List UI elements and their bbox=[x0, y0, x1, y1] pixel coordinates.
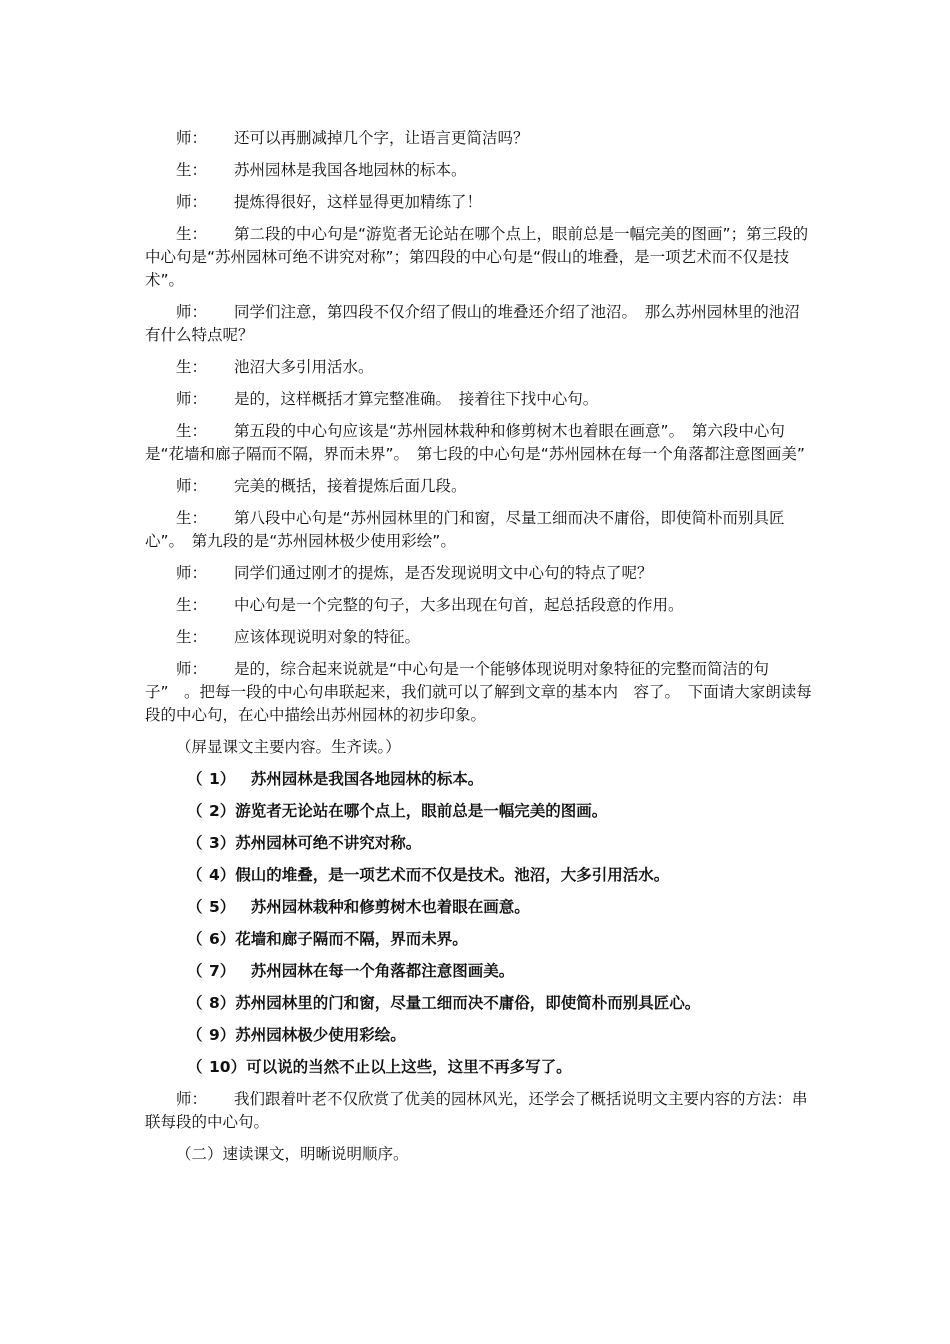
list-text: 苏州园林栽种和修剪树木也着眼在画意。 bbox=[235, 898, 530, 916]
speaker-label: 师： bbox=[176, 1090, 208, 1108]
dialogue-text: 是的，这样概括才算完整准确。 接着往下找中心句。 bbox=[234, 390, 599, 408]
dialogue-line bbox=[145, 388, 815, 411]
speaker-label: 生： bbox=[176, 509, 208, 527]
screen-note: （屏显课文主要内容。生齐读。） bbox=[176, 738, 401, 756]
list-item: （ 9）苏州园林极少使用彩绘。 bbox=[145, 1024, 815, 1047]
dialogue-line bbox=[145, 507, 815, 553]
list-text: 花墙和廊子隔而不隔，界而未界。 bbox=[235, 930, 468, 948]
dialogue-line bbox=[145, 159, 815, 182]
dialogue-line bbox=[145, 420, 815, 466]
dialogue-text: 第八段中心句是“苏州园林里的门和窗，尽量工细而决不庸俗，即使简朴而别具匠心”。 第九段的是“苏州园林极少使用彩绘”。 bbox=[145, 509, 785, 550]
list-number: 7） bbox=[209, 962, 236, 980]
list-text: 苏州园林在每一个角落都注意图画美。 bbox=[235, 962, 515, 980]
summary-list bbox=[145, 768, 815, 1079]
list-text: 假山的堆叠，是一项艺术而不仅是技术。池沼，大多引用活水。 bbox=[235, 866, 670, 884]
dialogue-text: 第二段的中心句是“游览者无论站在哪个点上，眼前总是一幅完美的图画”；第三段的中心句是“苏州园林可绝不讲究对称”；第四段的中心句是“假山的堆叠，是一项艺术而不仅是技术”。 bbox=[145, 225, 809, 289]
speaker-label: 师： bbox=[176, 477, 208, 495]
list-text: 苏州园林可绝不讲究对称。 bbox=[235, 834, 422, 852]
list-item: （ 3）苏州园林可绝不讲究对称。 bbox=[145, 832, 815, 855]
dialogue-text: 提炼得很好，这样显得更加精练了！ bbox=[234, 193, 483, 211]
document-body bbox=[145, 127, 815, 1175]
list-number: 8） bbox=[209, 994, 236, 1012]
dialogue-text: 还可以再删减掉几个字，让语言更简洁吗？ bbox=[234, 129, 529, 147]
dialogue-line bbox=[145, 658, 815, 727]
speaker-label: 生： bbox=[176, 225, 208, 243]
list-number: 6） bbox=[209, 930, 236, 948]
list-item: （ 6）花墙和廊子隔而不隔，界而未界。 bbox=[145, 928, 815, 951]
speaker-label: 生： bbox=[176, 422, 208, 440]
speaker-label: 生： bbox=[176, 161, 208, 179]
list-number: 3） bbox=[209, 834, 236, 852]
dialogue-text: 同学们通过刚才的提炼，是否发现说明文中心句的特点了呢？ bbox=[234, 564, 653, 582]
dialogue-text: 苏州园林是我国各地园林的标本。 bbox=[234, 161, 467, 179]
dialogue-text: 是的，综合起来说就是“中心句是一个能够体现说明对象特征的完整而简洁的句子” 。把每一段的中心句串联起来，我们就可以了解到文章的基本内 容了。 下面请大家朗读每段的中心句，在心中描绘出苏州园林的初步印象。 bbox=[145, 660, 812, 724]
dialogue-section bbox=[145, 127, 815, 727]
dialogue-line bbox=[145, 301, 815, 347]
dialogue-line bbox=[145, 562, 815, 585]
list-item: （ 8）苏州园林里的门和窗，尽量工细而决不庸俗，即使简朴而别具匠心。 bbox=[145, 992, 815, 1015]
list-text: 苏州园林极少使用彩绘。 bbox=[235, 1026, 406, 1044]
dialogue-line bbox=[145, 191, 815, 214]
list-text: 苏州园林里的门和窗，尽量工细而决不庸俗，即使简朴而别具匠心。 bbox=[235, 994, 701, 1012]
speaker-label: 生： bbox=[176, 628, 208, 646]
list-item: （ 7） 苏州园林在每一个角落都注意图画美。 bbox=[145, 960, 815, 983]
dialogue-line bbox=[145, 626, 815, 649]
speaker-label: 师： bbox=[176, 564, 208, 582]
speaker-label: 生： bbox=[176, 358, 208, 376]
list-number: 4） bbox=[209, 866, 236, 884]
list-item: （ 4）假山的堆叠，是一项艺术而不仅是技术。池沼，大多引用活水。 bbox=[145, 864, 815, 887]
list-text: 游览者无论站在哪个点上，眼前总是一幅完美的图画。 bbox=[235, 802, 608, 820]
speaker-label: 师： bbox=[176, 129, 208, 147]
dialogue-text: 应该体现说明对象的特征。 bbox=[234, 628, 421, 646]
speaker-label: 师： bbox=[176, 193, 208, 211]
dialogue-line bbox=[145, 594, 815, 617]
list-number: 9） bbox=[209, 1026, 236, 1044]
speaker-label: 师： bbox=[176, 390, 208, 408]
section-heading: （二）速读课文，明晰说明顺序。 bbox=[176, 1145, 409, 1163]
list-number: 10） bbox=[209, 1058, 247, 1076]
list-item: （ 2）游览者无论站在哪个点上，眼前总是一幅完美的图画。 bbox=[145, 800, 815, 823]
dialogue-line bbox=[145, 356, 815, 379]
speaker-label: 师： bbox=[176, 660, 208, 678]
list-item: （ 5） 苏州园林栽种和修剪树木也着眼在画意。 bbox=[145, 896, 815, 919]
list-number: 1） bbox=[209, 770, 236, 788]
list-text: 苏州园林是我国各地园林的标本。 bbox=[235, 770, 484, 788]
dialogue-text: 池沼大多引用活水。 bbox=[234, 358, 374, 376]
dialogue-text: 中心句是一个完整的句子，大多出现在句首，起总括段意的作用。 bbox=[234, 596, 684, 614]
list-number: 2） bbox=[209, 802, 236, 820]
list-item: （ 10）可以说的当然不止以上这些，这里不再多写了。 bbox=[145, 1056, 815, 1079]
dialogue-line bbox=[145, 223, 815, 292]
speaker-label: 生： bbox=[176, 596, 208, 614]
dialogue-line bbox=[145, 127, 815, 150]
dialogue-text: 完美的概括，接着提炼后面几段。 bbox=[234, 477, 467, 495]
speaker-label: 师： bbox=[176, 303, 208, 321]
dialogue-line bbox=[145, 475, 815, 498]
dialogue-text: 同学们注意，第四段不仅介绍了假山的堆叠还介绍了池沼。 那么苏州园林里的池沼有什么特点呢？ bbox=[145, 303, 800, 344]
closing-text: 我们跟着叶老不仅欣赏了优美的园林风光，还学会了概括说明文主要内容的方法：串联每段的中心句。 bbox=[145, 1090, 808, 1131]
closing-line bbox=[145, 1088, 815, 1134]
list-number: 5） bbox=[209, 898, 236, 916]
list-text: 可以说的当然不止以上这些，这里不再多写了。 bbox=[246, 1058, 572, 1076]
dialogue-text: 第五段的中心句应该是“苏州园林栽种和修剪树木也着眼在画意”。 第六段中心句是“花墙和廊子隔而不隔，界而未界”。 第七段的中心句是“苏州园林在每一个角落都注意图画美” bbox=[145, 422, 805, 463]
list-item: （ 1） 苏州园林是我国各地园林的标本。 bbox=[145, 768, 815, 791]
